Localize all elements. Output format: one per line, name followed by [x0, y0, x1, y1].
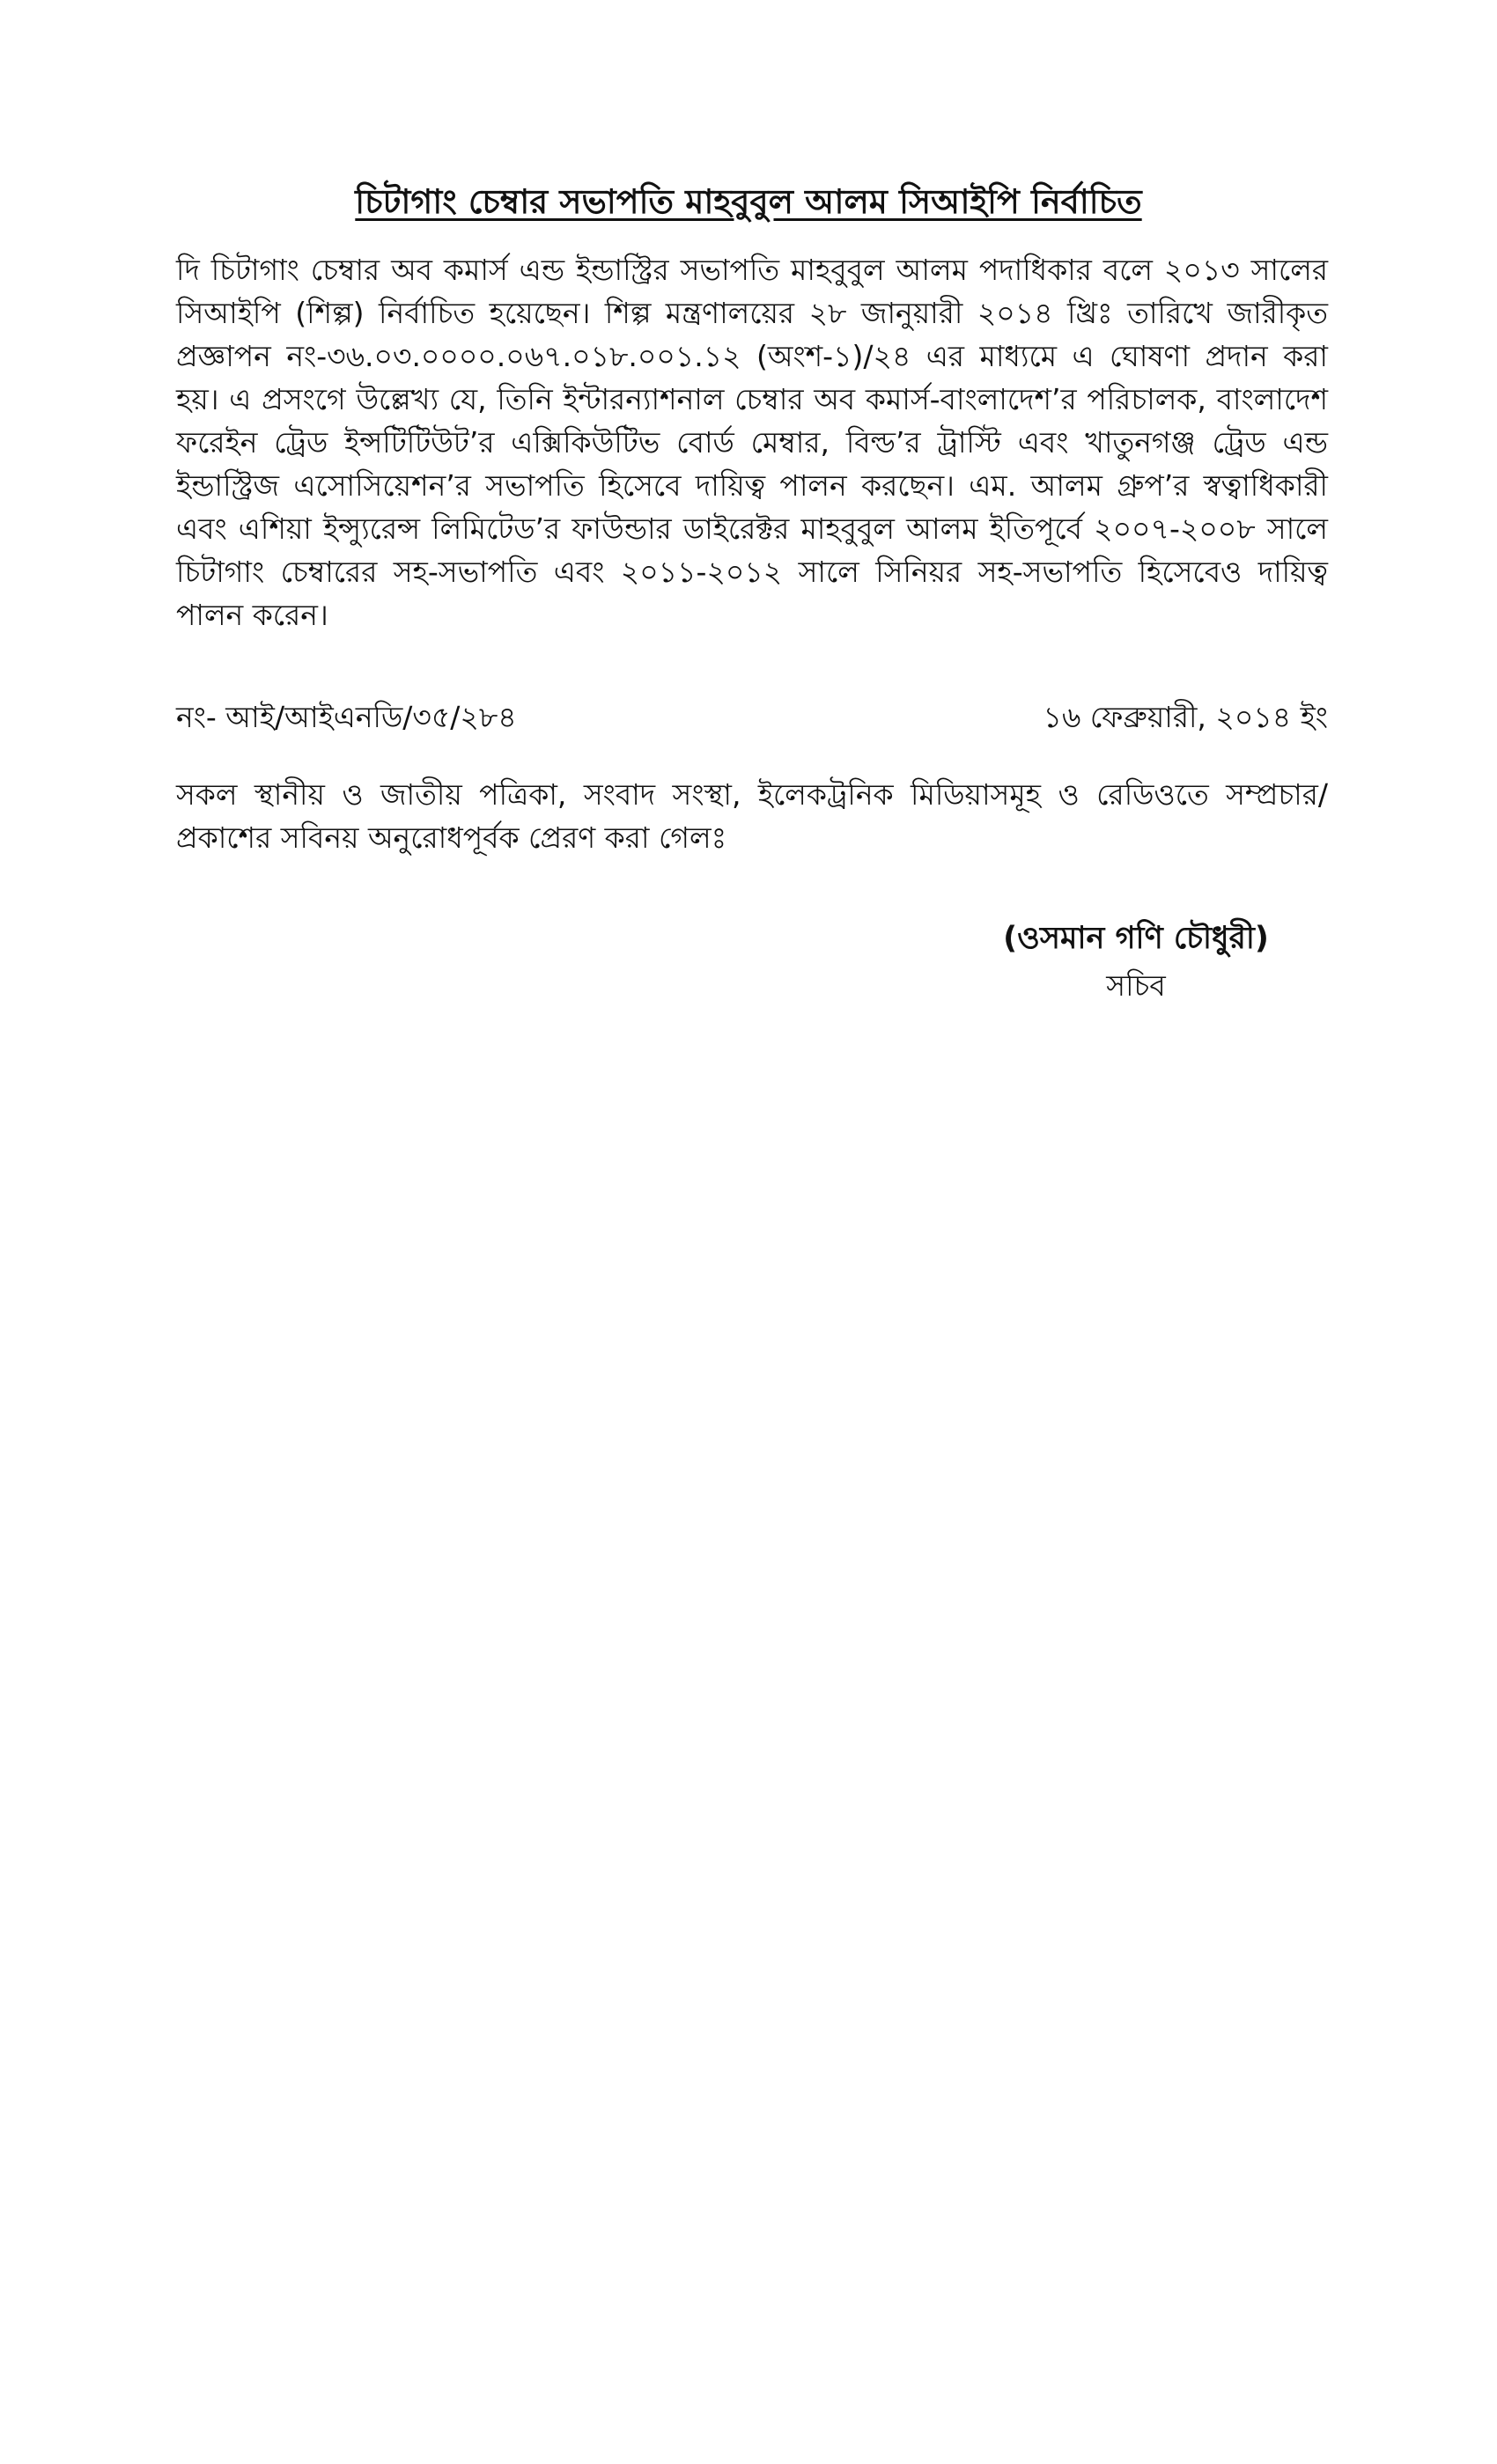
- document-date: ১৬ ফেব্রুয়ারী, ২০১৪ ইং: [1043, 700, 1328, 734]
- signatory-title: সচিব: [1106, 968, 1166, 1003]
- document-title: চিটাগাং চেম্বার সভাপতি মাহবুবুল আলম সিআইপি নির্বাচিত: [355, 182, 1142, 221]
- signatory-name: (ওসমান গণি চৌধুরী): [1003, 921, 1269, 956]
- body-paragraph: দি চিটাগাং চেম্বার অব কমার্স এন্ড ইন্ডাস্ট্রির সভাপতি মাহবুবুল আলম পদাধিকার বলে ২০১৩ সালের সিআইপি (শিল্প) নির্বাচিত হয়েছেন। শিল্প মন্ত্রণালয়ের ২৮ জানুয়ারী ২০১৪ খ্রিঃ তারিখে জারীকৃত প্রজ্ঞাপন নং-৩৬.০৩.০০০০.০৬৭.০১৮.০০১.১২ (অংশ-১)/২৪ এর মাধ্যমে এ ঘোষণা প্রদান করা হয়। এ প্রসংগে উল্লেখ্য যে, তিনি ইন্টারন্যাশনাল চেম্বার অব কমার্স-বাংলাদেশ’র পরিচালক, বাংলাদেশ ফরেইন ট্রেড ইন্সটিটিউট’র এক্সিকিউটিভ বোর্ড মেম্বার, বিল্ড’র ট্রাস্টি এবং খাতুনগঞ্জ ট্রেড এন্ড ইন্ডাস্ট্রিজ এসোসিয়েশন’র সভাপতি হিসেবে দায়িত্ব পালন করছেন। এম. আলম গ্রুপ’র স্বত্বাধিকারী এবং এশিয়া ইন্স্যুরেন্স লিমিটেড’র ফাউন্ডার ডাইরেক্টর মাহবুবুল আলম ইতিপূর্বে ২০০৭-২০০৮ সালে চিটাগাং চেম্বারের সহ-সভাপতি এবং ২০১১-২০১২ সালে সিনিয়র সহ-সভাপতি হিসেবেও দায়িত্ব পালন করেন।: [176, 253, 1328, 632]
- distribution-paragraph: সকল স্থানীয় ও জাতীয় পত্রিকা, সংবাদ সংস্থা, ইলেকট্রনিক মিডিয়াসমূহ ও রেডিওতে সম্প্রচার/প্রকাশের সবিনয় অনুরোধপূর্বক প্রেরণ করা গেলঃ: [176, 777, 1328, 855]
- reference-number: নং- আই/আইএনডি/৩৫/২৮৪: [176, 700, 517, 734]
